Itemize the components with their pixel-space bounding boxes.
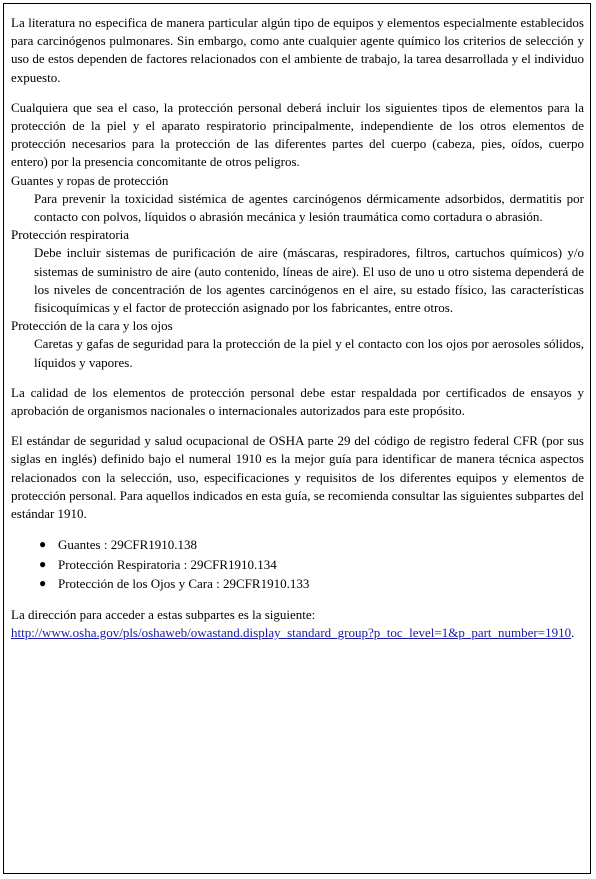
- access-paragraph: La dirección para acceder a estas subpartes es la siguiente:: [11, 606, 316, 622]
- intro-paragraph: La literatura no especifica de manera particular algún tipo de equipos y elementos especialmente establecidos para carcinógenos pulmonares. Sin embargo, como ante cualquier agente químico los criterios de selección y uso de estos dependen de factores relacionados con el ambiente de trabajo, la tarea desarrollada y el individuo expuesto.: [11, 15, 584, 85]
- section-heading-face-eyes: Protección de la cara y los ojos: [11, 318, 173, 334]
- osha-paragraph: El estándar de seguridad y salud ocupacional de OSHA parte 29 del código de registro federal CFR (por sus siglas en inglés) definido bajo el numeral 1910 es la mejor guía para identificar de manera técnica aspectos relacionados con la selección, uso, especificaciones y requisitos de los diferentes equipos y elementos de protección personal. Para aquellos indicados en esta guía, se recomienda consultar las siguientes subpartes del estándar 1910.: [11, 433, 584, 522]
- list-item: [39, 555, 584, 575]
- section-heading-respiratory: Protección respiratoria: [11, 227, 130, 243]
- list-item-label: Guantes : 29CFR1910.138: [58, 537, 198, 553]
- list-item-label: Protección Respiratoria : 29CFR1910.134: [58, 556, 277, 572]
- section-heading-gloves: Guantes y ropas de protección: [11, 172, 169, 188]
- list-item: [39, 574, 584, 594]
- list-item: [39, 535, 584, 555]
- link-line: [11, 624, 584, 642]
- osha-standard-link[interactable]: http://www.osha.gov/pls/oshaweb/owastand.display_standard_group?p_toc_level=1&p_part_number=1910: [11, 624, 572, 640]
- document-page: [3, 3, 591, 874]
- link-trailing-period: .: [571, 624, 575, 640]
- quality-paragraph: La calidad de los elementos de protección personal debe estar respaldada por certificados de ensayos y aprobación de organismos nacionales o internacionales autorizados para este propósito.: [11, 384, 584, 419]
- scope-paragraph: Cualquiera que sea el caso, la protección personal deberá incluir los siguientes tipos de elementos para la protección de la piel y el aparato respiratorio principalmente, independiente de los otros elementos de protección necesarios para la protección de las diferentes partes del cuerpo (cabeza, pies, oídos, cuerpo entero) por la presencia concomitante de otros peligros.: [11, 99, 584, 170]
- section-body-face-eyes: Caretas y gafas de seguridad para la protección de la piel y el contacto con los ojos por aerosoles sólidos, líquidos y vapores.: [34, 336, 584, 370]
- bullet-icon: ●: [39, 576, 47, 591]
- bullet-icon: ●: [39, 556, 47, 571]
- section-body-gloves: Para prevenir la toxicidad sistémica de agentes carcinógenos dérmicamente adsorbidos, dermatitis por contacto con polvos, líquidos o abrasión mecánica y lesión traumática como cortadura o abrasión.: [34, 190, 584, 225]
- subparts-list: [11, 535, 584, 594]
- bullet-icon: ●: [39, 537, 47, 552]
- section-body-respiratory: Debe incluir sistemas de purificación de aire (máscaras, respiradores, filtros, cartuchos químicos) y/o sistemas de suministro de aire (auto contenido, líneas de aire). El uso de uno u otro sistema dependerá de los niveles de concentración de los agentes carcinógenos en el aire, su estado físico, las características fisicoquímicas y el factor de protección asignado por los fabricantes, entre otros.: [34, 245, 584, 316]
- list-item-label: Protección de los Ojos y Cara : 29CFR1910.133: [58, 576, 310, 592]
